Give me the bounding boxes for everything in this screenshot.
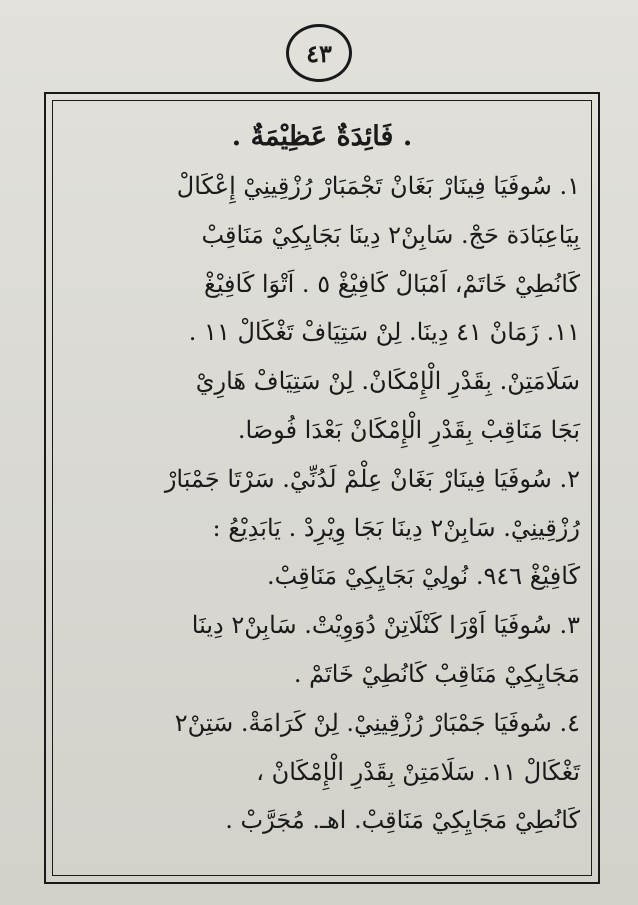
text-line: كَانُطِيْ خَاتَمْ، اَمْبَالْ كَافِيْغْ ٥ . اَتْوَا كَافِيْغْ (204, 269, 580, 298)
text-line: رُزْقِينِيْ. سَابِنْ٢ دِينَا بَجَا وِيْرِدْ . يَابَدِيْعُ : (212, 513, 580, 542)
text-line: سَلَامَتِنْ. بِقَدْرِ الْإِمْكَانْ. لِنْ سَتِيَافْ هَارِيْ (195, 367, 580, 396)
text-line: مَجَايِكِيْ مَنَاقِبْ كَانُطِيْ خَاتَمْ . (293, 659, 580, 688)
text-line: بَجَا مَنَاقِبْ بِقَدْرِ الْإِمْكَانْ بَعْدَا فُوصَا. (237, 415, 580, 444)
text-line: بِيَاعِبَادَة حَجْ. سَابِنْ٢ دِينَا بَجَايِكِيْ مَنَاقِبْ (201, 220, 580, 249)
text-line: تَغْكَالْ ١١. سَلَامَتِنْ بِقَدْرِ الْإِمْكَانْ ، (256, 757, 580, 786)
text-line: ٤. سُوفَيَا جَمْبَارْ رُزْقِينِيْ. لِنْ كَرَامَةْ. سَتِنْ٢ (174, 708, 580, 737)
text-line: ١. سُوفَيَا فِينَارْ بَغَانْ تَجْمَبَارْ رُزْقِينِيْ إِعْكَالْ (176, 172, 580, 200)
page-number: ٤٣ (286, 24, 352, 82)
text-line: كَانُطِيْ مَجَايِكِيْ مَنَاقِبْ. اهـ. مُجَرَّبْ . (225, 806, 580, 835)
section-heading: . فَائِدَةٌ عَظِيْمَةٌ . (231, 121, 413, 152)
page-content (60, 106, 584, 870)
text-line: كَافِيْغْ ٩٤٦. نُولِيْ بَجَايِكِيْ مَنَاقِبْ. (267, 562, 580, 591)
text-line: ٣. سُوفَيَا اَوْرَا كَنْلَاتِنْ دُوَوِيْتْ. سَابِنْ٢ دِينَا (191, 611, 580, 640)
text-line: ٢. سُوفَيَا فِينَارْ بَغَانْ عِلْمْ لَدُنِّيْ. سَرْتَا جَمْبَارْ (164, 464, 580, 493)
text-line: ١١. زَمَانْ ٤١ دِينَا. لِنْ سَتِيَافْ تَغْكَالْ ١١ . (188, 318, 580, 347)
